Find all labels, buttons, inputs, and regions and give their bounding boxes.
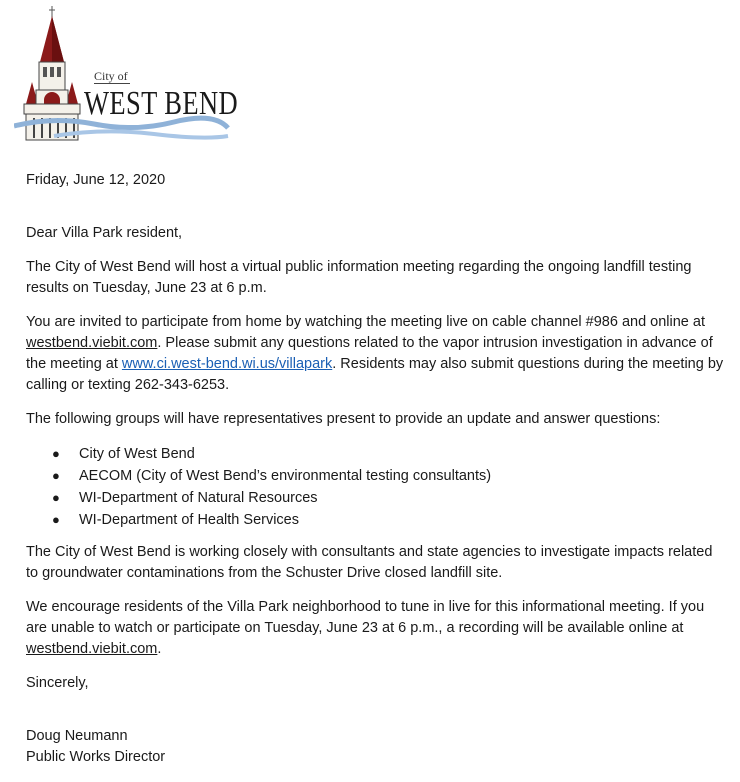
- villapark-link[interactable]: www.ci.west-bend.wi.us/villapark: [121, 356, 333, 372]
- paragraph-participation-text-1: You are invited to participate from home by watching the meeting live on cable channel #986 and online at: [26, 314, 705, 330]
- bullet-icon: ●: [52, 490, 60, 505]
- paragraph-participation-text-2: . Please submit any questions related to the vapor intrusion investigation in advance of the meeting at: [26, 335, 713, 372]
- list-item: [52, 443, 726, 465]
- bullet-icon: ●: [52, 512, 60, 527]
- signer-title: Public Works Director: [26, 749, 166, 765]
- list-item-label: City of West Bend: [79, 446, 195, 462]
- signer-name: Doug Neumann: [26, 728, 128, 744]
- list-item: [52, 487, 726, 509]
- list-item-label: WI-Department of Natural Resources: [79, 490, 318, 506]
- groups-list: [26, 443, 726, 531]
- paragraph-encouragement-text-1: We encourage residents of the Villa Park neighborhood to tune in live for this informational meeting. If you are unable to watch or participate on Tuesday, June 23 at 6 p.m., a recording will be available online at: [26, 599, 705, 636]
- paragraph-encouragement: [26, 597, 726, 660]
- paragraph-encouragement-text-2: .: [157, 641, 162, 657]
- paragraph-investigation: The City of West Bend is working closely with consultants and state agencies to investigate impacts related to groundwater contaminations from the Schuster Drive closed landfill site.: [26, 544, 713, 581]
- bullet-icon: ●: [52, 468, 60, 483]
- letter-date: Friday, June 12, 2020: [26, 172, 166, 188]
- salutation: Dear Villa Park resident,: [26, 225, 183, 241]
- letter-body: [26, 170, 726, 768]
- list-item-label: AECOM (City of West Bend’s environmental testing consultants): [79, 468, 492, 484]
- list-item-label: WI-Department of Health Services: [79, 512, 299, 528]
- paragraph-meeting-announcement: The City of West Bend will host a virtual public information meeting regarding the ongoing landfill testing results on Tuesday, June 23 at 6 p.m.: [26, 259, 692, 296]
- list-item: [52, 465, 726, 487]
- city-logo: [14, 4, 239, 146]
- logo-west-bend-text: WEST BEND: [84, 85, 239, 122]
- paragraph-participation: [26, 312, 726, 396]
- bullet-icon: ●: [52, 446, 60, 461]
- viebit-link[interactable]: westbend.viebit.com: [26, 335, 158, 351]
- paragraph-participation-text-3: . Residents may also submit questions during the meeting by calling or texting 262-343-6253.: [26, 356, 724, 393]
- list-item: [52, 509, 726, 531]
- closing: Sincerely,: [26, 675, 89, 691]
- groups-intro: The following groups will have representatives present to provide an update and answer questions:: [26, 411, 661, 427]
- logo-city-of-text: City of: [94, 69, 128, 83]
- viebit-link-2[interactable]: westbend.viebit.com: [26, 641, 158, 657]
